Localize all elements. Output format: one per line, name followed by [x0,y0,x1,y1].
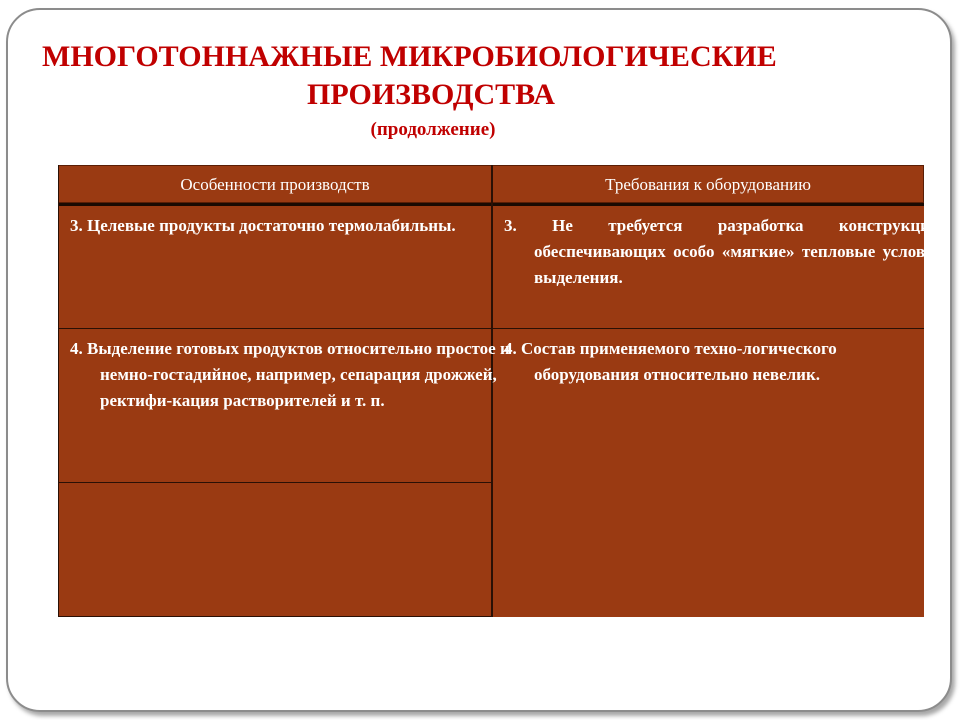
row-1-right-cell: 3. Не требуется разработка конструкций, обеспечивающих особо «мягкие» тепловые условия выделения. [504,216,944,287]
row-1-left-cell: 3. Целевые продукты достаточно термолабильны. [70,216,456,235]
row-divider-2 [58,482,492,483]
row-divider-1 [58,328,924,329]
header-requirements: Требования к оборудованию [492,165,924,203]
subtitle: (продолжение) [370,119,496,140]
comparison-table [58,165,944,617]
row-2-left-cell: 4. Выделение готовых продуктов относительно простое и немно-гостадийное, например, сепарация дрожжей, ректифи-кация растворителей и т. п. [70,339,510,410]
table-bottom-border [58,616,492,617]
title-line-2: ПРОИЗВОДСТВА [307,78,555,111]
header-features: Особенности производств [58,165,492,203]
table-left-border [58,165,59,617]
row-2-right-cell: 4. Состав применяемого техно-логического оборудования относительно невелик. [504,339,837,384]
title-line-1: МНОГОТОННАЖНЫЕ МИКРОБИОЛОГИЧЕСКИЕ [42,40,777,73]
